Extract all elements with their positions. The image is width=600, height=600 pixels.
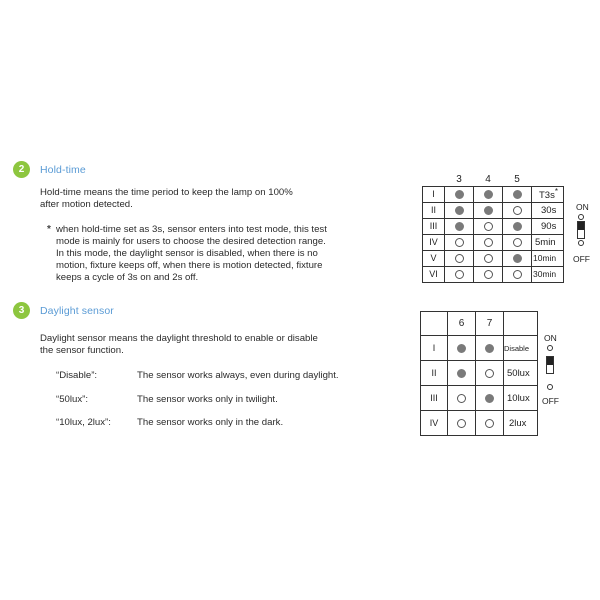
section-title-hold-time: Hold-time	[40, 164, 86, 176]
hold-time-dip-table	[422, 173, 564, 283]
row-value-text: 50lux	[507, 367, 530, 379]
section-number-badge: 2	[13, 161, 30, 178]
hold-time-description-line2: after motion detected.	[40, 199, 133, 210]
row-label: IV	[421, 411, 448, 436]
row-value	[504, 336, 538, 361]
switch-tip-icon	[578, 240, 584, 246]
hold-time-note-line: motion, fixture keeps off, when there is motion detected, fixture	[56, 260, 323, 271]
test-mode-asterisk: *	[554, 186, 558, 196]
hold-time-note-line: In this mode, the daylight sensor is disabled, when there is no	[56, 248, 318, 259]
dip-dot-off	[455, 270, 464, 279]
daylight-dip-table	[420, 311, 538, 436]
switch-tip-icon	[578, 214, 584, 220]
header-blank	[504, 312, 538, 336]
row-value-text: T3s	[539, 190, 555, 202]
hold-time-note-line: keeps a cycle of 3s on and 2s off.	[56, 272, 199, 283]
note-asterisk: *	[47, 224, 51, 235]
option-key: “10lux, 2lux”:	[56, 417, 111, 428]
dip-header: 4	[474, 173, 503, 186]
dip-dot-off	[455, 254, 464, 263]
row-value	[532, 218, 564, 234]
dip-dot-on	[457, 344, 466, 353]
switch-tip-icon	[547, 384, 553, 390]
row-value-text: 2lux	[509, 417, 527, 429]
dip-row	[421, 386, 538, 411]
row-value	[532, 186, 564, 202]
hold-time-description-line1: Hold-time means the time period to keep the lamp on 100%	[40, 187, 293, 198]
dip-dot-off	[484, 238, 493, 247]
row-label: VI	[423, 266, 445, 282]
dip-row	[423, 202, 564, 218]
row-value-text: Disable	[504, 343, 530, 353]
option-key: “Disable”:	[56, 370, 98, 381]
header-blank	[421, 312, 448, 336]
dip-dot-off	[457, 419, 466, 428]
row-value-text: 30s	[541, 204, 557, 216]
row-value	[532, 234, 564, 250]
row-label: II	[423, 202, 445, 218]
dip-row	[421, 411, 538, 436]
option-desc: The sensor works only in the dark.	[137, 417, 284, 428]
dip-row	[423, 250, 564, 266]
row-label: I	[421, 336, 448, 361]
row-value	[532, 250, 564, 266]
dip-dot-on	[513, 190, 522, 199]
dip-row	[423, 186, 564, 202]
dip-dot-off	[485, 419, 494, 428]
dip-switch-icon	[546, 356, 554, 374]
option-desc: The sensor works always, even during daylight.	[137, 370, 339, 381]
dip-row	[421, 361, 538, 386]
row-value	[504, 411, 538, 436]
dip-dot-off	[455, 238, 464, 247]
row-value-text: 10min	[533, 253, 557, 263]
dip-row	[423, 218, 564, 234]
dip-dot-on	[485, 344, 494, 353]
dip-row	[423, 266, 564, 282]
dip-dot-on	[485, 394, 494, 403]
dip-header: 3	[445, 173, 474, 186]
row-value	[504, 361, 538, 386]
daylight-description-line2: the sensor function.	[40, 345, 124, 356]
dip-dot-off	[485, 369, 494, 378]
dip-dot-off	[513, 270, 522, 279]
row-value	[532, 266, 564, 282]
row-value-text: 5min	[535, 236, 556, 248]
switch-off-label: OFF	[573, 254, 590, 264]
row-value	[532, 202, 564, 218]
dip-dot-off	[484, 254, 493, 263]
dip-dot-on	[457, 369, 466, 378]
switch-on-label: ON	[576, 202, 589, 212]
header-blank	[532, 173, 564, 186]
switch-on-label: ON	[544, 333, 557, 343]
dip-row	[423, 234, 564, 250]
row-value	[504, 386, 538, 411]
dip-header: 5	[503, 173, 532, 186]
switch-knob	[547, 357, 553, 365]
option-desc: The sensor works only in twilight.	[137, 394, 278, 405]
option-key: “50lux”:	[56, 394, 88, 405]
hold-time-note-line: mode is mainly for users to choose the desired detection range.	[56, 236, 326, 247]
row-label: V	[423, 250, 445, 266]
dip-dot-off	[457, 394, 466, 403]
dip-header: 6	[448, 312, 476, 336]
dip-dot-off	[484, 270, 493, 279]
switch-tip-icon	[547, 345, 553, 351]
row-label: III	[421, 386, 448, 411]
daylight-description-line1: Daylight sensor means the daylight threshold to enable or disable	[40, 333, 318, 344]
section-title-daylight-sensor: Daylight sensor	[40, 305, 114, 317]
dip-dot-on	[484, 206, 493, 215]
dip-dot-on	[484, 190, 493, 199]
row-value-text: 90s	[541, 220, 557, 232]
dip-dot-on	[455, 222, 464, 231]
row-label: II	[421, 361, 448, 386]
dip-dot-off	[513, 206, 522, 215]
dip-dot-on	[455, 206, 464, 215]
dip-header: 7	[476, 312, 504, 336]
switch-off-label: OFF	[542, 396, 559, 406]
row-label: IV	[423, 234, 445, 250]
row-label: I	[423, 186, 445, 202]
row-value-text: 30min	[533, 269, 557, 279]
header-blank	[423, 173, 445, 186]
dip-dot-off	[484, 222, 493, 231]
row-label: III	[423, 218, 445, 234]
dip-dot-on	[513, 254, 522, 263]
dip-dot-on	[455, 190, 464, 199]
hold-time-note-line: when hold-time set as 3s, sensor enters into test mode, this test	[56, 224, 327, 235]
dip-dot-on	[513, 222, 522, 231]
dip-dot-off	[513, 238, 522, 247]
switch-knob	[578, 222, 584, 230]
dip-row	[421, 336, 538, 361]
row-value-text: 10lux	[507, 392, 530, 404]
dip-switch-icon	[577, 221, 585, 239]
section-number-badge: 3	[13, 302, 30, 319]
